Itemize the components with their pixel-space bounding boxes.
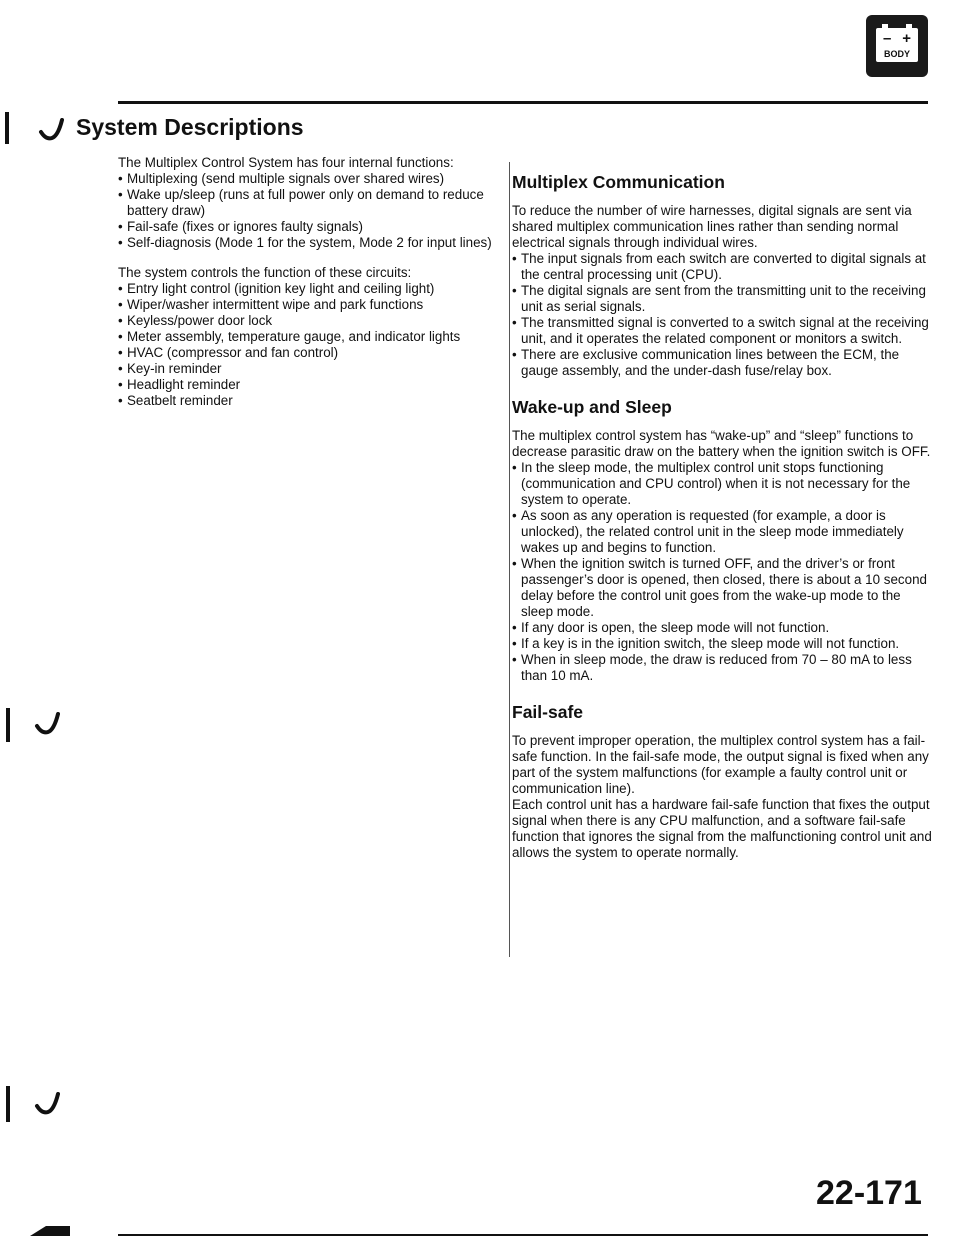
list-item: • If any door is open, the sleep mode will not function. <box>512 620 932 636</box>
check-mark-icon-bottom <box>34 1092 62 1116</box>
multiplex-list <box>512 251 932 379</box>
circuits-list <box>118 281 500 409</box>
list-item: • In the sleep mode, the multiplex control unit stops functioning (communication and CPU control) when it is not necessary for the system to operate. <box>512 460 932 508</box>
list-item: • When in sleep mode, the draw is reduced from 70 – 80 mA to less than 10 mA. <box>512 652 932 684</box>
minus-sign: – <box>883 30 892 47</box>
footer-rule <box>118 1234 928 1236</box>
right-column <box>512 172 932 861</box>
multiplex-intro: To reduce the number of wire harnesses, digital signals are sent via shared multiplex communication lines rather than sending normal electrical signals through individual wires. <box>512 203 912 250</box>
multiplex-heading: Multiplex Communication <box>512 172 725 192</box>
functions-intro: The Multiplex Control System has four internal functions: <box>118 155 454 170</box>
wake-heading: Wake-up and Sleep <box>512 397 672 417</box>
list-item: • The digital signals are sent from the transmitting unit to the receiving unit as serial signals. <box>512 283 932 315</box>
list-item: • Key-in reminder <box>118 361 500 377</box>
wake-intro: The multiplex control system has “wake-up” and “sleep” functions to decrease parasitic draw on the battery when the ignition switch is OFF. <box>512 428 931 459</box>
list-item: • The input signals from each switch are converted to digital signals at the central processing unit (CPU). <box>512 251 932 283</box>
check-mark-icon <box>38 118 66 142</box>
check-mark-icon-middle <box>34 712 62 736</box>
list-item: • Fail-safe (fixes or ignores faulty signals) <box>118 219 500 235</box>
circuits-intro: The system controls the function of these circuits: <box>118 265 412 280</box>
list-item: • Self-diagnosis (Mode 1 for the system, Mode 2 for input lines) <box>118 235 500 251</box>
badge-label: BODY <box>883 49 910 59</box>
failsafe-heading: Fail-safe <box>512 702 583 722</box>
list-item: • If a key is in the ignition switch, the sleep mode will not function. <box>512 636 932 652</box>
list-item: • Keyless/power door lock <box>118 313 500 329</box>
plus-sign: + <box>902 30 911 47</box>
list-item: • Multiplexing (send multiple signals over shared wires) <box>118 171 500 187</box>
list-item: • Entry light control (ignition key light and ceiling light) <box>118 281 500 297</box>
list-item: • Seatbelt reminder <box>118 393 500 409</box>
list-item: • HVAC (compressor and fan control) <box>118 345 500 361</box>
page-number: 22-171 <box>816 1174 922 1212</box>
body-section-badge <box>866 15 928 77</box>
header-rule <box>118 101 928 104</box>
failsafe-paragraph-2: Each control unit has a hardware fail-safe function that fixes the output signal when there is any CPU malfunction, and a software fail-safe function that ignores the signal from the malfunctioning control unit and allows the system to operate normally. <box>512 797 932 860</box>
margin-mark-bottom <box>6 1086 10 1122</box>
column-divider <box>509 162 510 957</box>
bottom-tab-mark <box>30 1226 70 1236</box>
list-item: • The transmitted signal is converted to a switch signal at the receiving unit, and it operates the related component or monitors a switch. <box>512 315 932 347</box>
list-item: • When the ignition switch is turned OFF, and the driver’s or front passenger’s door is opened, then closed, there is about a 10 second delay before the control unit goes from the wake-up mode to the sleep mode. <box>512 556 932 620</box>
page-title: System Descriptions <box>76 114 304 140</box>
list-item: • Headlight reminder <box>118 377 500 393</box>
list-item: • Wiper/washer intermittent wipe and park functions <box>118 297 500 313</box>
list-item: • As soon as any operation is requested (for example, a door is unlocked), the related control unit in the sleep mode immediately wakes up and begins to function. <box>512 508 932 556</box>
list-item: • Meter assembly, temperature gauge, and indicator lights <box>118 329 500 345</box>
margin-mark-middle <box>6 708 10 742</box>
list-item: • There are exclusive communication lines between the ECM, the gauge assembly, and the under-dash fuse/relay box. <box>512 347 932 379</box>
list-item: • Wake up/sleep (runs at full power only on demand to reduce battery draw) <box>118 187 500 219</box>
left-column <box>118 155 500 409</box>
failsafe-paragraph-1: To prevent improper operation, the multiplex control system has a fail-safe function. In the fail-safe mode, the output signal is fixed when any part of the system malfunctions (for example a faulty control unit or communication line). <box>512 733 929 796</box>
battery-icon <box>876 28 918 62</box>
functions-list <box>118 171 500 251</box>
margin-mark-top <box>5 112 9 144</box>
wake-list <box>512 460 932 684</box>
